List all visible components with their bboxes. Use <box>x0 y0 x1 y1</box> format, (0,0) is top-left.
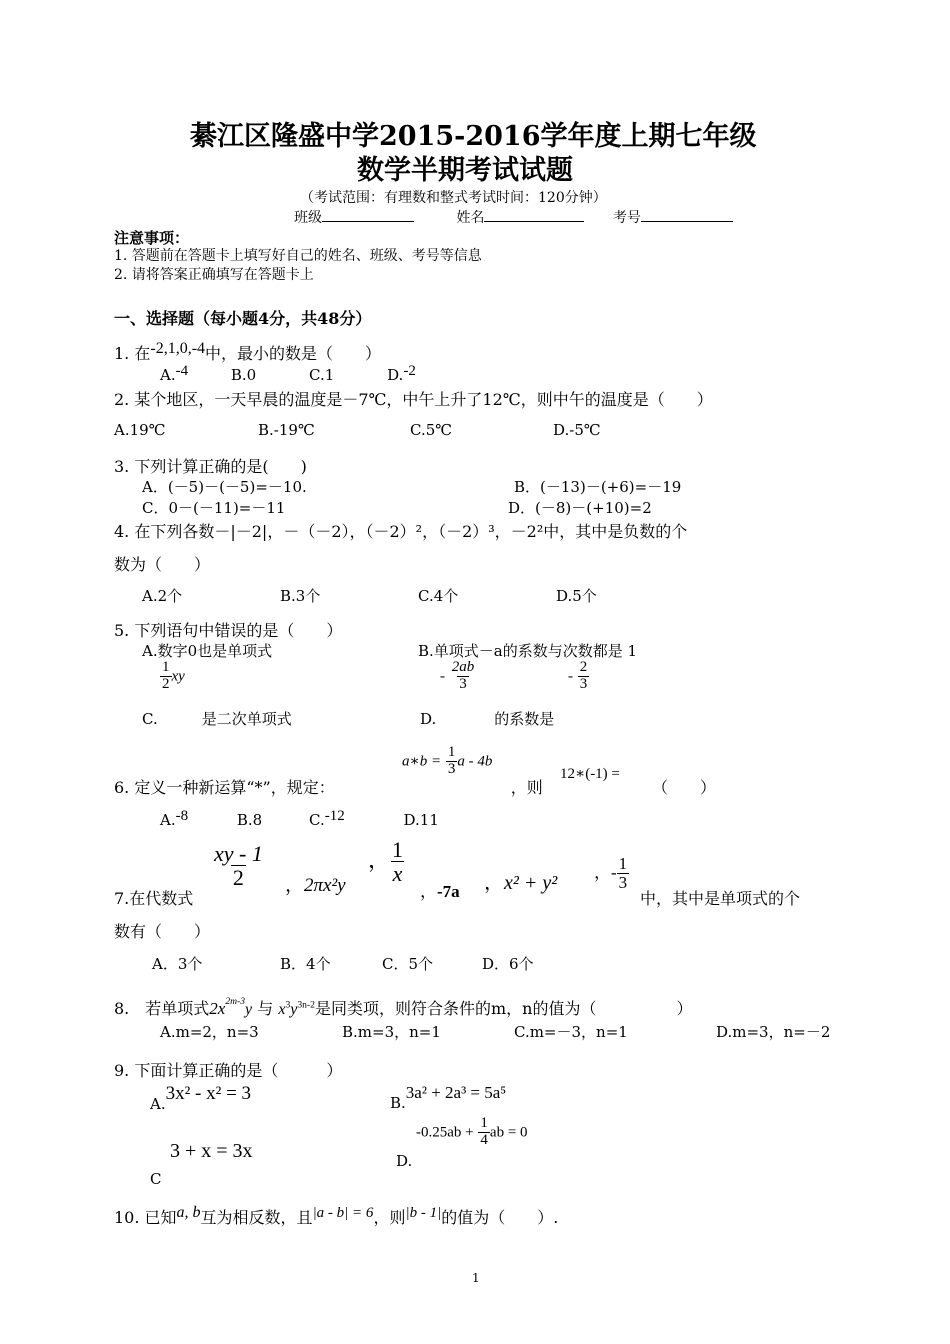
q2-option-c[interactable]: C.5℃ <box>410 421 453 439</box>
question-3: 3. 下列计算正确的是( ) <box>114 457 307 476</box>
q5-frac-c: $\frac{1}{2}$ xy <box>162 659 185 692</box>
q1-option-a[interactable]: A.-4 <box>160 363 189 384</box>
q9-option-b[interactable]: B.3a² + 2a³ = 5a⁵ <box>390 1083 507 1112</box>
q4-option-d[interactable]: D.5个 <box>556 587 597 605</box>
question-9: 9. 下面计算正确的是（ ） <box>114 1061 343 1080</box>
q3-option-b[interactable]: B．(－13)－(+6)=－19 <box>514 478 682 496</box>
q1-option-b[interactable]: B.0 <box>230 366 257 384</box>
question-8: 8. 若单项式$2x^{2m-3}y$ 与 $x^3y^{3n-2}$是同类项，则符合条件的m，n的值为（ ） <box>114 995 693 1018</box>
q7-expr-4: ，-7a <box>420 882 460 902</box>
question-4: 4. 在下列各数－|－2|，－（－2），（－2）²，（－2）³，－2²中，其中是负数的个 <box>114 522 688 541</box>
q5-option-c[interactable]: C. 是二次单项式 <box>142 710 292 728</box>
q7-option-c[interactable]: C．5个 <box>382 955 434 973</box>
q2-option-a[interactable]: A.19℃ <box>114 421 166 439</box>
exam-scope: （考试范围：有理数和整式考试时间：120分钟） <box>300 190 607 206</box>
question-1 <box>114 341 381 364</box>
q7-expr-6: ，- $\frac{1}{3}$ <box>594 854 628 892</box>
q1-text-a: 1. 在 <box>114 344 151 363</box>
q6-options <box>160 808 439 830</box>
q1-option-d[interactable]: D.-2 <box>387 363 416 384</box>
q6-option-d[interactable]: D.11 <box>403 811 439 829</box>
q7-expr-1: $\frac{xy - 1}{2}$ <box>214 841 263 891</box>
q2-option-d[interactable]: D.-5℃ <box>553 421 601 439</box>
q4-option-b[interactable]: B.3个 <box>280 587 321 605</box>
q1-text-b: 中，最小的数是（ ） <box>205 344 382 363</box>
q6-option-c[interactable]: C.-12 <box>309 808 345 829</box>
q4-option-a[interactable]: A.2个 <box>142 587 183 605</box>
question-2: 2. 某个地区，一天早晨的温度是－7℃，中午上升了12℃，则中午的温度是（ ） <box>114 390 713 409</box>
page-number: 1 <box>472 1271 480 1285</box>
q7-expr-5: ，x² + y² <box>484 870 558 894</box>
q7-expr-2: ，2πx²y <box>285 874 346 896</box>
question-7: 7.在代数式 <box>114 889 194 908</box>
q6-expression: 12∗(-1) = <box>560 766 620 782</box>
q3-option-c[interactable]: C．0－(－11)=－11 <box>142 499 286 517</box>
q8-option-d[interactable]: D.m=3，n=－2 <box>716 1023 831 1041</box>
q5-option-a[interactable]: A.数字0也是单项式 <box>142 642 273 660</box>
q6-paren: （ ） <box>652 778 717 797</box>
question-10: 10. 已知a, b互为相反数，且|a - b| = 6，则|b - 1|的值为（ ）. <box>114 1204 559 1227</box>
q5-frac-d: - $\frac{2ab}{3}$ <box>440 659 475 692</box>
q1-options <box>160 363 416 385</box>
name-field[interactable] <box>484 207 584 222</box>
page-subtitle: 数学半期考试试题 <box>357 155 573 186</box>
q6-option-b[interactable]: B.8 <box>236 811 263 829</box>
q7-option-a[interactable]: A．3个 <box>152 955 203 973</box>
q1-number-set: -2,1,0,-4 <box>150 340 206 357</box>
q6-option-a[interactable]: A.-8 <box>160 808 189 829</box>
q7-option-b[interactable]: B．4个 <box>280 955 331 973</box>
notes-heading: 注意事项： <box>114 229 190 247</box>
class-label: 班级 <box>294 210 322 226</box>
q1-option-c[interactable]: C.1 <box>309 366 335 384</box>
question-5: 5. 下列语句中错误的是（ ） <box>114 621 343 640</box>
q5-option-d[interactable]: D. 的系数是 <box>420 710 555 728</box>
page-title: 綦江区隆盛中学2015-2016学年度上期七年级 <box>190 121 757 152</box>
q7-expr-3: ， $\frac{1}{x}$ <box>368 837 404 887</box>
question-6: 6. 定义一种新运算“*”，规定： ，则 <box>114 778 543 797</box>
q7-option-d[interactable]: D．6个 <box>482 955 534 973</box>
q9-option-c[interactable]: 3 + x = 3x <box>170 1140 253 1162</box>
q3-option-d[interactable]: D．(－8)－(+10)=2 <box>508 499 652 517</box>
q8-option-a[interactable]: A.m=2，n=3 <box>160 1023 259 1041</box>
section-heading: 一、选择题（每小题4分，共48分） <box>114 309 372 328</box>
q9-option-c-label: C <box>150 1170 162 1188</box>
q9-option-d-label[interactable]: D. <box>396 1152 413 1170</box>
q3-option-a[interactable]: A．(－5)－(－5)=－10. <box>142 478 307 496</box>
q8-option-b[interactable]: B.m=3，n=1 <box>342 1023 441 1041</box>
note-item: 2. 请将答案正确填写在答题卡上 <box>114 267 314 283</box>
q9-option-d-expr: -0.25ab + $\frac{1}{4}$ ab = 0 <box>416 1115 528 1148</box>
class-field[interactable] <box>322 207 414 222</box>
question-7-cont: 数有（ ） <box>114 922 211 941</box>
q4-option-c[interactable]: C.4个 <box>418 587 459 605</box>
q5-option-b[interactable]: B.单项式－a的系数与次数都是 1 <box>418 642 638 660</box>
question-7-b: 中，其中是单项式的个 <box>640 889 801 908</box>
name-label: 姓名 <box>456 210 485 226</box>
note-item: 1. 答题前在答题卡上填写好自己的姓名、班级、考号等信息 <box>114 248 482 264</box>
q5-frac-e: - $\frac{2}{3}$ <box>568 659 588 692</box>
id-field[interactable] <box>641 207 733 222</box>
q8-option-c[interactable]: C.m=－3，n=1 <box>514 1023 628 1041</box>
q2-option-b[interactable]: B.-19℃ <box>258 421 315 439</box>
id-label: 考号 <box>612 210 641 226</box>
student-info-line <box>294 207 733 227</box>
q6-rule: a∗b = $\frac{1}{3}$ a - 4b <box>402 744 493 777</box>
question-4-cont: 数为（ ） <box>114 555 211 574</box>
q9-option-a[interactable]: A.3x² - x² = 3 <box>150 1083 252 1113</box>
